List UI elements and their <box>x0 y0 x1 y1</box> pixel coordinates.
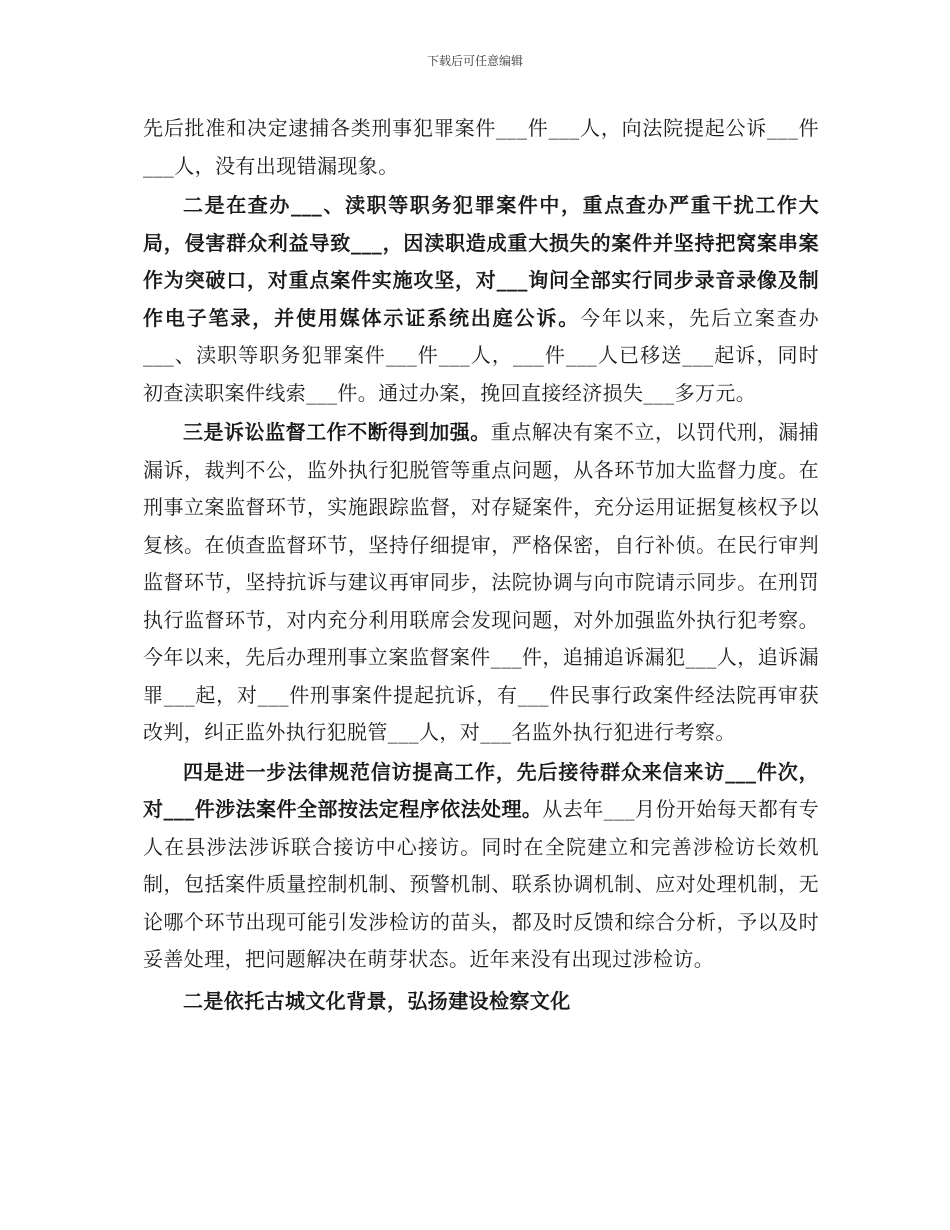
paragraph-3 <box>143 414 819 752</box>
heading-text: 二是依托古城文化背景，弘扬建设检察文化 <box>183 988 571 1013</box>
paragraph-text: 先后批准和决定逮捕各类刑事犯罪案件___件___人，向法院提起公诉___件___人，没有出现错漏现象。 <box>143 116 819 178</box>
paragraph-4 <box>143 754 819 979</box>
paragraph-text: 今年以来，先后立案查办___、渎职等职务犯罪案件___件___人，___件___人已移送___起诉，同时初查渎职案件线索___件。通过办案，挽回直接经济损失___多万元。 <box>143 305 819 405</box>
section-heading <box>143 983 819 1021</box>
paragraph-lead: 三是诉讼监督工作不断得到加强。 <box>183 420 491 444</box>
paragraph-lead: 四是进一步法律规范信访提高工作，先后接待群众来信来访___件次，对___件涉法案件全部按法定程序依法处理。 <box>143 759 819 821</box>
paragraph-2 <box>143 187 819 412</box>
paragraph-text: 从去年___月份开始每天都有专人在县涉法涉诉联合接访中心接访。同时在全院建立和完善涉检访长效机制，包括案件质量控制机制、预警机制、联系协调机制、应对处理机制，无论哪个环节出现可能引发涉检访的苗头，都及时反馈和综合分析，予以及时妥善处理，把问题解决在萌芽状态。近年来没有出现过涉检访。 <box>143 797 820 971</box>
paragraph-text: 重点解决有案不立，以罚代刑，漏捕漏诉，裁判不公，监外执行犯脱管等重点问题，从各环节加大监督力度。在刑事立案监督环节，实施跟踪监督，对存疑案件，充分运用证据复核权予以复核。在侦查监督环节，坚持仔细提审，严格保密，自行补侦。在民行审判监督环节，坚持抗诉与建议再审同步，法院协调与向市院请示同步。在刑罚执行监督环节，对内充分利用联席会发现问题，对外加强监外执行犯考察。今年以来，先后办理刑事立案监督案件___件，追捕追诉漏犯___人，追诉漏罪___起，对___件刑事案件提起抗诉，有___件民事行政案件经法院再审获改判，纠正监外执行犯脱管___人，对___名监外执行犯进行考察。 <box>143 420 819 744</box>
document-body <box>143 110 819 1022</box>
paragraph-1 <box>143 110 819 185</box>
paragraph-lead: 二是在查办___、渎职等职务犯罪案件中，重点查办严重干扰工作大局，侵害群众利益导致___，因渎职造成重大损失的案件并坚持把窝案串案作为突破口，对重点案件实施攻坚，对___询问全部实行同步录音录像及制作电子笔录，并使用媒体示证系统出庭公诉。 <box>143 193 819 330</box>
page-header: 下载后可任意编辑 <box>426 54 523 68</box>
